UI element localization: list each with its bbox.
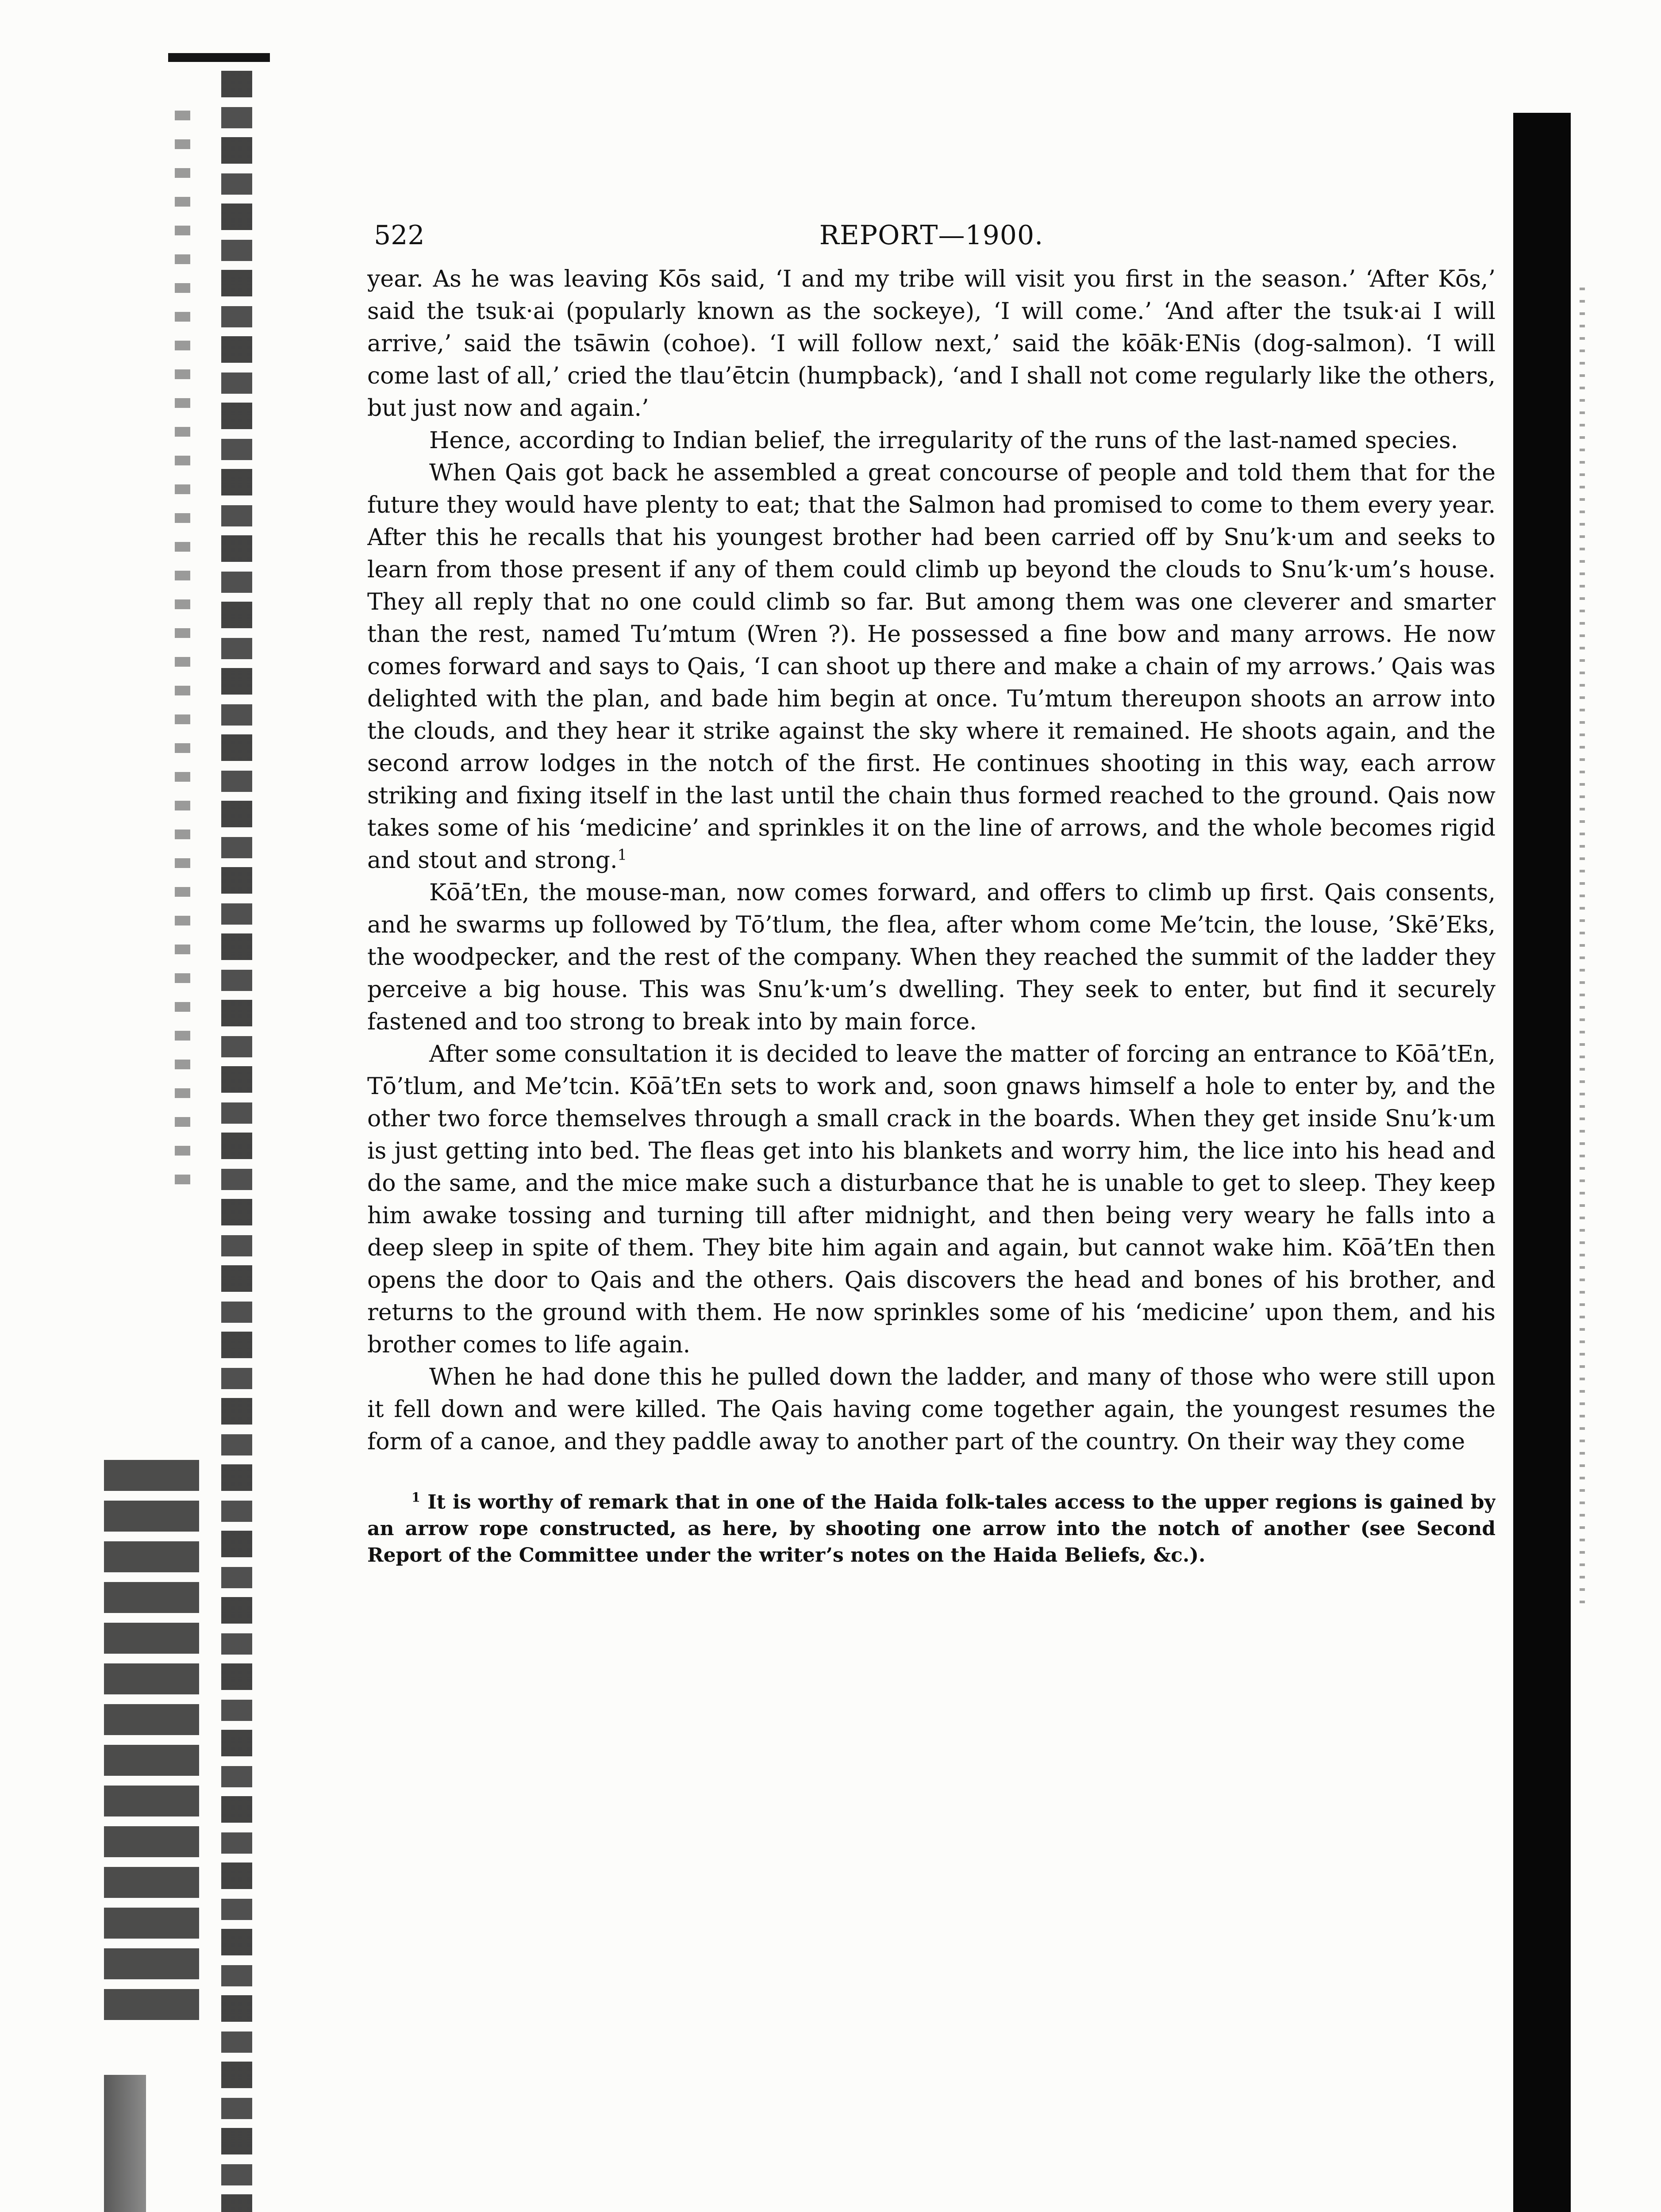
paragraph-qais-returns	[367, 457, 1496, 877]
footnote-paragraph	[367, 1489, 1496, 1569]
paragraph-qais-returns-text: When Qais got back he assembled a great concourse of people and told them that for the future they would have plenty to eat; that the Salmon had promised to come to them every year. After this he recalls that his youngest brother had been carried off by Snu’k·um and seeks to learn from those present if any of them could climb up beyond the clouds to Snu’k·um’s house. They all reply that no one could climb so far. But among them was one cleverer and smarter than the rest, named Tu’mtum (Wren ?). He possessed a fine bow and many arrows. He now comes forward and says to Qais, ‘I can shoot up there and make a chain of my arrows.’ Qais was delighted with the plan, and bade him begin at once. Tu’mtum thereupon shoots an arrow into the clouds, and they hear it strike against the sky where it remained. He shoots again, and the second arrow lodges in the notch of the first. He continues shooting in this way, each arrow striking and fixing itself in the last until the chain thus formed reached to the ground. Qais now takes some of his ‘medicine’ and sprinkles it on the line of arrows, and the whole becomes rigid and stout and strong.	[367, 460, 1496, 874]
running-head	[367, 208, 1496, 263]
scan-edge-top-left	[168, 53, 270, 62]
scan-edge-left-binding	[221, 71, 252, 2212]
scan-edge-right-noise	[1580, 288, 1585, 1606]
scan-edge-left-noise	[175, 111, 190, 1194]
footnote-marker: 1	[411, 1490, 420, 1505]
paragraph-mouse-man: Kōā’tEn, the mouse-man, now comes forward, and offers to climb up first. Qais consents, and he swarms up followed by Tō’tlum, the flea, after whom come Me’tcin, the louse, ’Skē’Eks, the woodpecker, and the rest of the company. When they reached the summit of the ladder they perceive a big house. This was Snu’k·um’s dwelling. They seek to enter, but find it securely fastened and too strong to break into by main force.	[367, 879, 1496, 1035]
scan-edge-left-lower-bars	[104, 1460, 199, 2026]
body-text	[367, 263, 1496, 1458]
paragraph-year: year. As he was leaving Kōs said, ‘I and my tribe will visit you first in the season.’ ‘After Kōs,’ said the tsuk·ai (popularly known as the sockeye), ‘I will come.’ ‘And after the tsuk·ai I will arrive,’ said the tsāwin (cohoe). ‘I will follow next,’ said the kōāk·ENis (dog-salmon). ‘I will come last of all,’ cried the tlau’ētcin (humpback), ‘and I shall not come regularly like the others, but just now and again.’	[367, 266, 1496, 422]
footnote-text: It is worthy of remark that in one of the Haida folk-tales access to the upper regions is gained by an arrow rope constructed, as here, by shooting one arrow into the notch of another (see Second Report of the Committee under the writer’s notes on the Haida Beliefs, &c.).	[367, 1491, 1496, 1567]
paragraph-consultation: After some consultation it is decided to leave the matter of forcing an entrance to Kōā’tEn, Tō’tlum, and Me’tcin. Kōā’tEn sets to work and, soon gnaws himself a hole to enter by, and the other two force themselves through a small crack in the boards. When they get inside Snu’k·um is just getting into bed. The fleas get into his blankets and worry him, the lice into his head and do the same, and the mice make such a disturbance that he is unable to get to sleep. They keep him awake tossing and turning till after midnight, and then being very weary he falls into a deep sleep in spite of them. They bite him again and again, but cannot wake him. Kōā’tEn then opens the door to Qais and the others. Qais discovers the head and bones of his brother, and returns to the ground with them. He now sprinkles some of his ‘medicine’ upon them, and his brother comes to life again.	[367, 1041, 1496, 1358]
page-number: 522	[374, 220, 425, 251]
footnote-section	[367, 1489, 1496, 1569]
document-page	[367, 208, 1496, 2053]
footnote-reference: 1	[617, 846, 627, 864]
scan-edge-left-bottom-shadow	[104, 2075, 146, 2212]
paragraph-indian-belief: Hence, according to Indian belief, the irregularity of the runs of the last-named species.	[429, 427, 1458, 454]
report-title: REPORT—1900.	[819, 220, 1044, 251]
scan-edge-right-binding	[1513, 113, 1571, 2212]
paragraph-ladder: When he had done this he pulled down the ladder, and many of those who were still upon it fell down and were killed. The Qais having come together again, the youngest resumes the form of a canoe, and they paddle away to another part of the country. On their way they come	[367, 1364, 1496, 1455]
